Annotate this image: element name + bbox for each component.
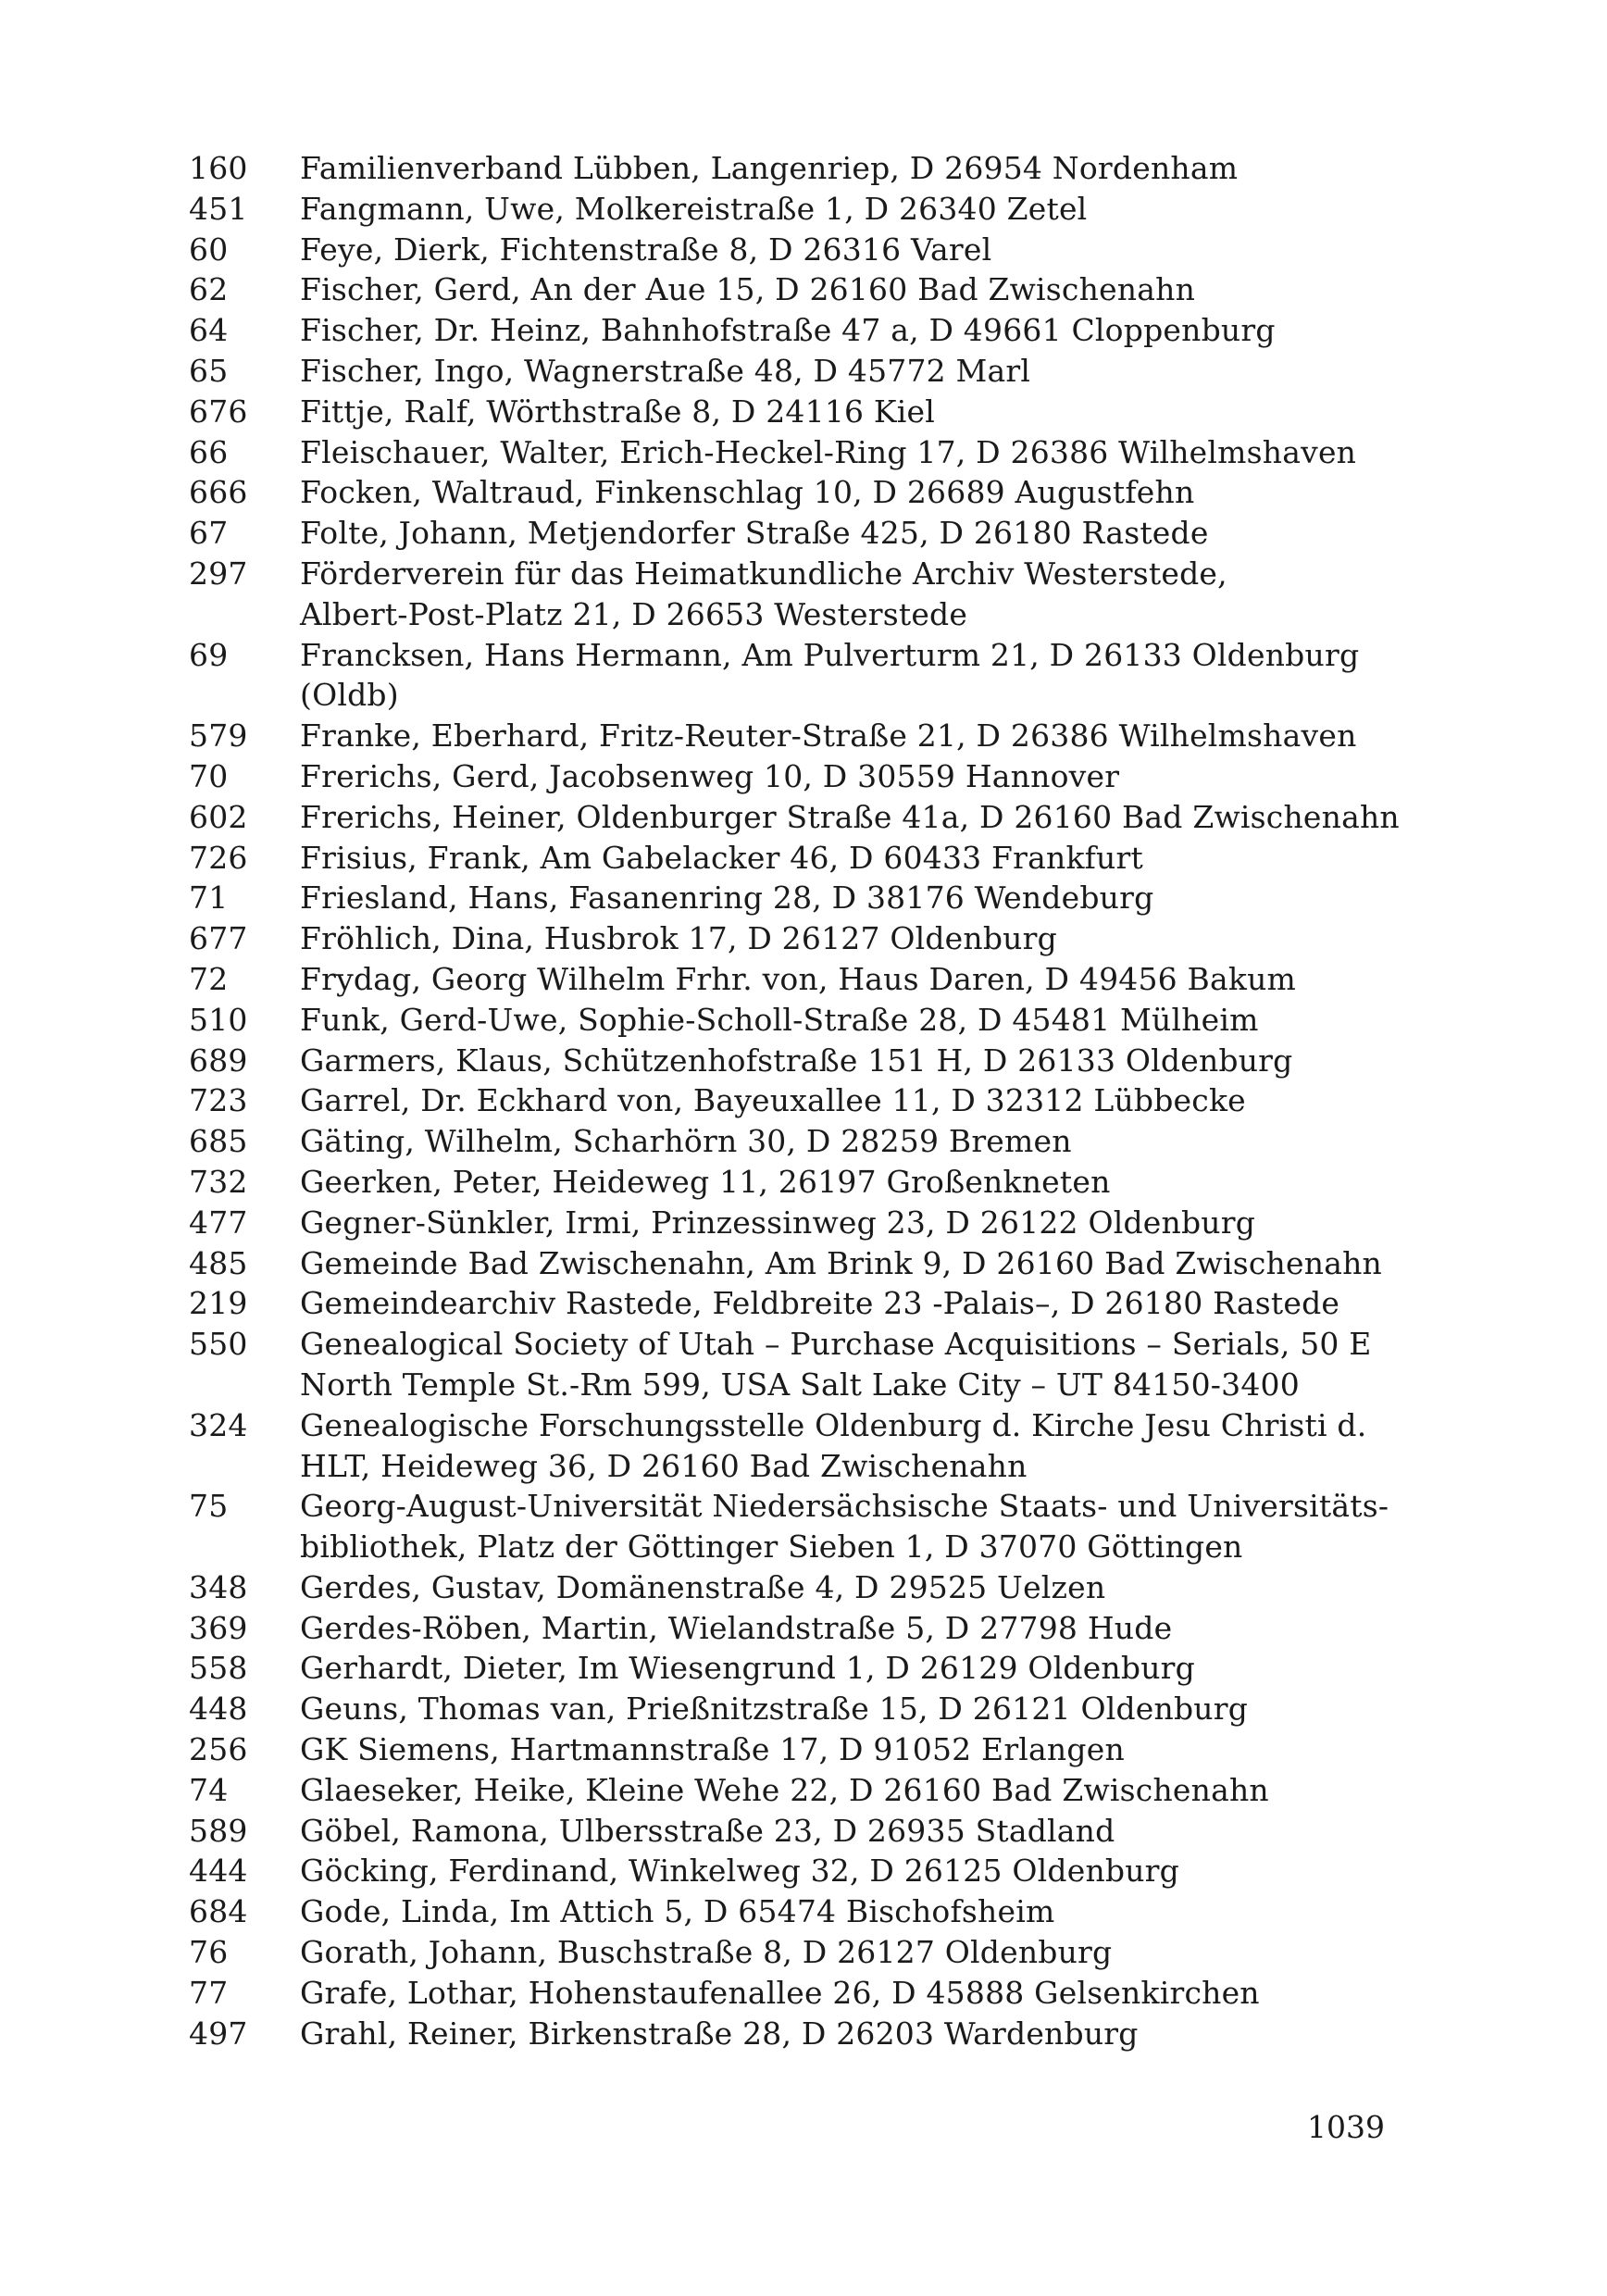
- entry-address: Fischer, Ingo, Wagnerstraße 48, D 45772 Marl: [300, 352, 1031, 389]
- entry-number: 685: [189, 1123, 248, 1160]
- entry-address: Gäting, Wilhelm, Scharhörn 30, D 28259 Bremen: [300, 1123, 1072, 1160]
- list-item: [189, 230, 1429, 270]
- list-item: [189, 554, 1429, 635]
- list-item: [189, 635, 1429, 717]
- list-item: [189, 1283, 1429, 1324]
- list-item: [189, 1080, 1429, 1121]
- entry-address: Garmers, Klaus, Schützenhofstraße 151 H, D 26133 Oldenburg: [300, 1042, 1293, 1079]
- entry-address: Förderverein für das Heimatkundliche Archiv Westerstede, Albert-Post-Platz 21, D 26653 Westerstede: [300, 555, 1227, 632]
- entry-address: Focken, Waltraud, Finkenschlag 10, D 26689 Augustfehn: [300, 474, 1195, 511]
- entry-number: 76: [189, 1934, 229, 1971]
- entry-address: Glaeseker, Heike, Kleine Wehe 22, D 26160 Bad Zwischenahn: [300, 1771, 1269, 1808]
- list-item: [189, 838, 1429, 879]
- entry-number: 256: [189, 1731, 248, 1768]
- list-item: [189, 2014, 1429, 2054]
- list-item: [189, 1932, 1429, 1973]
- list-item: [189, 756, 1429, 797]
- entry-number: 70: [189, 757, 229, 794]
- entry-number: 723: [189, 1082, 248, 1119]
- entry-number: 689: [189, 1042, 248, 1079]
- entry-address: Fangmann, Uwe, Molkereistraße 1, D 26340 Zetel: [300, 190, 1088, 227]
- member-address-list: [189, 148, 1429, 2053]
- list-item: [189, 1041, 1429, 1081]
- entry-address: Feye, Dierk, Fichtenstraße 8, D 26316 Varel: [300, 231, 992, 268]
- list-item: [189, 392, 1429, 432]
- list-item: [189, 1811, 1429, 1852]
- entry-address: Fischer, Gerd, An der Aue 15, D 26160 Bad Zwischenahn: [300, 271, 1196, 308]
- entry-address: Fischer, Dr. Heinz, Bahnhofstraße 47 a, D 49661 Cloppenburg: [300, 312, 1276, 349]
- entry-number: 684: [189, 1893, 248, 1930]
- entry-address: Gerhardt, Dieter, Im Wiesengrund 1, D 26129 Oldenburg: [300, 1650, 1195, 1687]
- list-item: [189, 513, 1429, 554]
- list-item: [189, 1121, 1429, 1162]
- entry-number: 448: [189, 1691, 248, 1728]
- list-item: [189, 1486, 1429, 1567]
- entry-number: 666: [189, 474, 248, 511]
- entry-address: Gegner-Sünkler, Irmi, Prinzessinweg 23, D 26122 Oldenburg: [300, 1204, 1256, 1241]
- entry-number: 550: [189, 1326, 248, 1363]
- entry-address: Grafe, Lothar, Hohenstaufenallee 26, D 45888 Gelsenkirchen: [300, 1974, 1260, 2011]
- entry-address: Franke, Eberhard, Fritz-Reuter-Straße 21, D 26386 Wilhelmshaven: [300, 718, 1357, 755]
- entry-address: Gorath, Johann, Buschstraße 8, D 26127 Oldenburg: [300, 1934, 1113, 1971]
- list-item: [189, 918, 1429, 959]
- list-item: [189, 1567, 1429, 1608]
- entry-address: Familienverband Lübben, Langenriep, D 26954 Nordenham: [300, 150, 1239, 186]
- entry-address: Fröhlich, Dina, Husbrok 17, D 26127 Oldenburg: [300, 920, 1057, 957]
- list-item: [189, 269, 1429, 310]
- entry-address: Frydag, Georg Wilhelm Frhr. von, Haus Daren, D 49456 Bakum: [300, 960, 1297, 997]
- entry-address: Funk, Gerd-Uwe, Sophie-Scholl-Straße 28, D 45481 Mülheim: [300, 1001, 1259, 1038]
- list-item: [189, 1203, 1429, 1243]
- entry-address: Friesland, Hans, Fasanenring 28, D 38176 Wendeburg: [300, 880, 1154, 917]
- entry-number: 67: [189, 515, 229, 552]
- entry-number: 732: [189, 1163, 248, 1200]
- list-item: [189, 1689, 1429, 1729]
- list-item: [189, 797, 1429, 838]
- entry-address: Fleischauer, Walter, Erich-Heckel-Ring 17, D 26386 Wilhelmshaven: [300, 433, 1357, 470]
- list-item: [189, 432, 1429, 473]
- entry-number: 589: [189, 1812, 248, 1849]
- entry-address: Genealogische Forschungsstelle Oldenburg d. Kirche Jesu Christi d. HLT, Heideweg 36, D 26160 Bad Zwischenahn: [300, 1406, 1367, 1484]
- page-number: 1039: [1307, 2109, 1385, 2145]
- entry-address: Gerdes-Röben, Martin, Wielandstraße 5, D 27798 Hude: [300, 1609, 1173, 1646]
- entry-number: 676: [189, 393, 248, 430]
- entry-number: 348: [189, 1568, 248, 1605]
- list-item: [189, 310, 1429, 351]
- list-item: [189, 716, 1429, 756]
- entry-address: Folte, Johann, Metjendorfer Straße 425, D 26180 Rastede: [300, 515, 1209, 552]
- entry-address: Gode, Linda, Im Attich 5, D 65474 Bischofsheim: [300, 1893, 1055, 1930]
- entry-number: 602: [189, 798, 248, 835]
- entry-number: 75: [189, 1488, 229, 1525]
- entry-address: Fittje, Ralf, Wörthstraße 8, D 24116 Kiel: [300, 393, 935, 430]
- entry-address: Frerichs, Gerd, Jacobsenweg 10, D 30559 Hannover: [300, 757, 1120, 794]
- entry-number: 510: [189, 1001, 248, 1038]
- list-item: [189, 1243, 1429, 1284]
- entry-number: 477: [189, 1204, 248, 1241]
- list-item: [189, 1000, 1429, 1041]
- list-item: [189, 1891, 1429, 1932]
- entry-number: 60: [189, 231, 229, 268]
- list-item: [189, 1405, 1429, 1487]
- entry-number: 219: [189, 1285, 248, 1322]
- entry-number: 62: [189, 271, 229, 308]
- list-item: [189, 189, 1429, 230]
- entry-address: Georg-August-Universität Niedersächsische Staats- und Universitäts- bibliothek, Platz der Göttinger Sieben 1, D 37070 Göttingen: [300, 1488, 1389, 1566]
- entry-number: 451: [189, 190, 248, 227]
- list-item: [189, 1729, 1429, 1770]
- entry-address: Göbel, Ramona, Ulbersstraße 23, D 26935 Stadland: [300, 1812, 1115, 1849]
- entry-number: 69: [189, 636, 229, 673]
- list-item: [189, 472, 1429, 513]
- list-item: [189, 959, 1429, 1000]
- entry-number: 65: [189, 352, 229, 389]
- entry-number: 160: [189, 150, 248, 186]
- entry-number: 324: [189, 1406, 248, 1443]
- list-item: [189, 1770, 1429, 1811]
- entry-address: Geerken, Peter, Heideweg 11, 26197 Großenkneten: [300, 1163, 1111, 1200]
- entry-number: 558: [189, 1650, 248, 1687]
- entry-number: 77: [189, 1974, 229, 2011]
- entry-number: 444: [189, 1853, 248, 1890]
- list-item: [189, 1324, 1429, 1405]
- list-item: [189, 1162, 1429, 1203]
- entry-address: Göcking, Ferdinand, Winkelweg 32, D 26125 Oldenburg: [300, 1853, 1179, 1890]
- list-item: [189, 878, 1429, 918]
- entry-number: 74: [189, 1771, 229, 1808]
- entry-address: Grahl, Reiner, Birkenstraße 28, D 26203 Wardenburg: [300, 2015, 1139, 2052]
- entry-address: GK Siemens, Hartmannstraße 17, D 91052 Erlangen: [300, 1731, 1125, 1768]
- entry-number: 64: [189, 312, 229, 349]
- list-item: [189, 148, 1429, 189]
- entry-address: Gemeindearchiv Rastede, Feldbreite 23 -Palais–, D 26180 Rastede: [300, 1285, 1340, 1322]
- entry-address: Gerdes, Gustav, Domänenstraße 4, D 29525 Uelzen: [300, 1568, 1106, 1605]
- entry-address: Gemeinde Bad Zwischenahn, Am Brink 9, D 26160 Bad Zwischenahn: [300, 1244, 1382, 1281]
- entry-number: 485: [189, 1244, 248, 1281]
- entry-number: 726: [189, 839, 248, 876]
- list-item: [189, 1851, 1429, 1891]
- entry-number: 66: [189, 433, 229, 470]
- entry-address: Francksen, Hans Hermann, Am Pulverturm 21, D 26133 Oldenburg (Oldb): [300, 636, 1360, 714]
- entry-number: 579: [189, 718, 248, 755]
- list-item: [189, 1973, 1429, 2014]
- entry-number: 497: [189, 2015, 248, 2052]
- entry-number: 297: [189, 555, 248, 592]
- entry-address: Frisius, Frank, Am Gabelacker 46, D 60433 Frankfurt: [300, 839, 1143, 876]
- entry-address: Genealogical Society of Utah – Purchase Acquisitions – Serials, 50 E North Temple St.-Rm 599, USA Salt Lake City – UT 84150-3400: [300, 1326, 1372, 1403]
- entry-address: Garrel, Dr. Eckhard von, Bayeuxallee 11, D 32312 Lübbecke: [300, 1082, 1246, 1119]
- entry-number: 72: [189, 960, 229, 997]
- list-item: [189, 1648, 1429, 1689]
- entry-number: 369: [189, 1609, 248, 1646]
- list-item: [189, 1608, 1429, 1649]
- entry-address: Geuns, Thomas van, Prießnitzstraße 15, D 26121 Oldenburg: [300, 1691, 1249, 1728]
- list-item: [189, 351, 1429, 392]
- entry-number: 71: [189, 880, 229, 917]
- entry-number: 677: [189, 920, 248, 957]
- entry-address: Frerichs, Heiner, Oldenburger Straße 41a, D 26160 Bad Zwischenahn: [300, 798, 1400, 835]
